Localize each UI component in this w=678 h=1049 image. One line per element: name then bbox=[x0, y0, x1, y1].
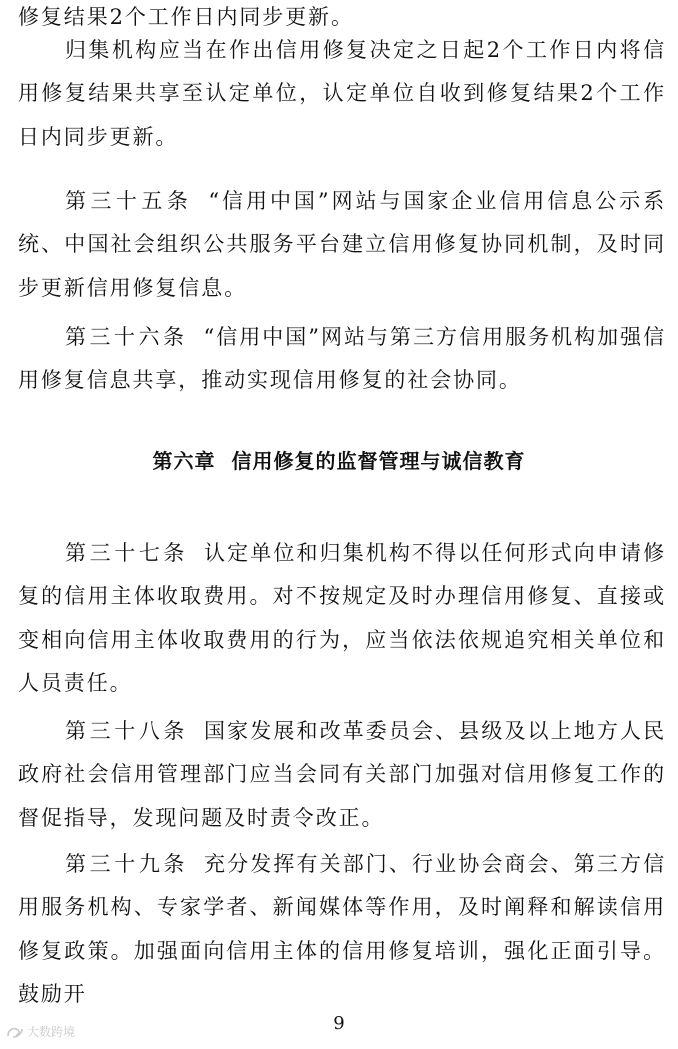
article-text: “信用中国”网站与第三方信用服务机构加强信用修复信息共享，推动实现信用修复的社会协同。 bbox=[18, 325, 667, 393]
article-35 bbox=[18, 180, 666, 310]
article-number: 第三十六条 bbox=[65, 325, 188, 349]
article-text: 充分发挥有关部门、行业协会商会、第三方信用服务机构、专家学者、新闻媒体等作用，及时阐释和解读信用修复政策。加强面向信用主体的信用修复培训，强化正面引导。鼓励开 bbox=[18, 852, 667, 1007]
page-number: 9 bbox=[333, 1013, 345, 1034]
article-text: “信用中国”网站与国家企业信用信息公示系统、中国社会组织公共服务平台建立信用修复协同机制，及时同步更新信用修复信息。 bbox=[18, 189, 666, 300]
paragraph-sync-results bbox=[18, 29, 666, 159]
paragraph-text: 归集机构应当在作出信用修复决定之日起2个工作日内将信用修复结果共享至认定单位，认定单位自收到修复结果2个工作日内同步更新。 bbox=[18, 38, 666, 149]
brand-logo-icon bbox=[6, 1025, 24, 1039]
article-38 bbox=[18, 710, 666, 840]
chapter-title: 第六章 信用修复的监督管理与诚信教育 bbox=[152, 449, 526, 473]
article-text: 认定单位和归集机构不得以任何形式向申请修复的信用主体收取费用。对不按规定及时办理信用修复、直接或变相向信用主体收取费用的行为，应当依法依规追究相关单位和人员责任。 bbox=[18, 541, 667, 696]
article-number: 第三十五条 bbox=[65, 189, 193, 213]
paragraph-fragment: 修复结果2个工作日内同步更新。 bbox=[18, 5, 354, 29]
watermark-text: 大数跨境 bbox=[27, 1025, 76, 1039]
article-36 bbox=[18, 316, 666, 403]
article-text: 国家发展和改革委员会、县级及以上地方人民政府社会信用管理部门应当会同有关部门加强对信用修复工作的督促指导，发现问题及时责令改正。 bbox=[18, 719, 667, 830]
article-number: 第三十八条 bbox=[65, 719, 189, 743]
article-39 bbox=[18, 843, 666, 1017]
article-number: 第三十九条 bbox=[65, 852, 189, 876]
article-number: 第三十七条 bbox=[65, 541, 189, 565]
article-37 bbox=[18, 532, 666, 706]
watermark bbox=[6, 1024, 75, 1040]
